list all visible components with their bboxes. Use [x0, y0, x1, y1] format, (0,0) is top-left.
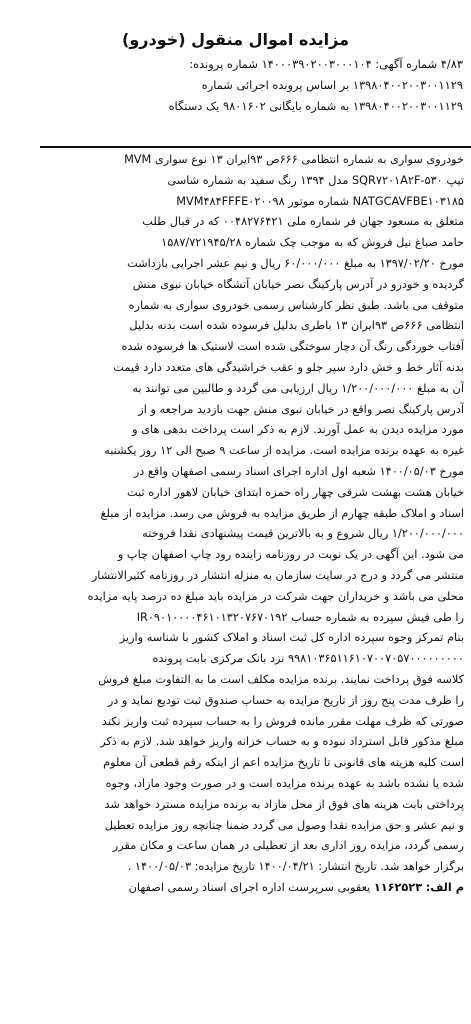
body-line: بدنه آثار خط و خش دارد سپر جلو و عقب خراشیدگی های متعدد دارد قیمت — [113, 360, 464, 374]
body-line: مبلغ مذکور قابل استرداد نبوده و به حساب خزانه واریز خواهد شد. لازم به ذکر — [100, 735, 464, 749]
reference-code-value: ۱۱۶۲۵۲۳ — [373, 880, 423, 894]
signature-line: یعقوبی سرپرست اداره اجرای اسناد رسمی اصفهان — [128, 880, 371, 894]
notice-title: مزایده اموال منقول (خودرو) — [122, 30, 349, 49]
notice-body — [44, 150, 464, 1022]
notice-meta-line: ۴/۸۳ شماره آگهی: ۱۴۰۰۰۳۹۰۲۰۰۳۰۰۰۱۰۴ شماره پرونده: — [189, 57, 463, 71]
notice-footer — [44, 878, 464, 899]
body-line: مورخ ۱۴۰۰/۰۵/۰۳ شعبه اول اداره اجرای اسناد رسمی اصفهان واقع در — [133, 464, 464, 478]
body-line: کلاسه فوق پرداخت نمایند. برنده مزایده مکلف است ما به التفاوت مبلغ فروش — [98, 672, 464, 686]
body-line: صورتی که ظرف مهلت مقرر مانده فروش را به حساب سپرده ثبت واریز نکند — [101, 714, 464, 728]
body-line: آفتاب خوردگی رنگ آن دچار سوختگی شده است لاستیک ها فرسوده شده — [121, 340, 464, 354]
body-line: ۱/۲۰۰/۰۰۰/۰۰۰ ریال شروع و به بالاترین قیمت پیشنهادی نقدا فروخته — [142, 527, 464, 541]
body-line: را طی فیش سپرده به شماره حساب IR۰۹۰۱۰۰۰۰۴۶۱۰۱۳۲۰۷۶۷۰۱۹۲ — [136, 610, 464, 624]
body-line: غیره به عهده برنده مزایده است. مزایده از ساعت ۹ صبح الی ۱۲ روز یکشنبه — [104, 444, 464, 458]
body-line: بنام تمرکز وجوه سپرده اداره کل ثبت اسناد و املاک کشور با شناسه واریز — [119, 631, 464, 645]
body-line: منتشر می گردد و درج در سایت سازمان به منزله انتشار در روزنامه کثیرالانتشار — [91, 568, 464, 582]
body-line: مورد مزایده دیدن به عمل آورند. لازم به ذکر است پرداخت بدهی های و — [132, 423, 464, 437]
header-divider — [40, 146, 471, 148]
body-line: متوقف می باشد. طبق نظر کارشناس رسمی خودروی سواری به شماره — [128, 298, 464, 312]
reference-code-label: م الف: — [425, 880, 464, 894]
body-line: تیپ ۵۳۰-SQR۷۲۰۱A۲F مدل ۱۳۹۴ رنگ سفید به شماره شاسی — [167, 173, 464, 187]
body-line: محلی می باشد و خریداران جهت شرکت در مزایده باید مبلغ ده درصد پایه مزایده — [87, 589, 464, 603]
body-line: شده یا نشده باشد به عهده برنده مزایده است و در صورت وجود مازاد، وجوه — [105, 776, 464, 790]
body-line: آن به مبلغ ۱/۲۰۰/۰۰۰/۰۰۰ ریال ارزیابی می گردد و طالبین می توانند به — [132, 381, 464, 395]
body-line: برگزار خواهد شد. تاریخ انتشار: ۱۴۰۰/۰۴/۲۱ تاریخ مزایده: ۱۴۰۰/۰۵/۰۳ . — [127, 860, 464, 874]
body-line: انتظامی ۶۶۶ص ۹۳ایران ۱۳ باطری بدلیل فرسوده شده است بدنه بدلیل — [129, 319, 464, 333]
body-line: متعلق به مسعود جهان فر شماره ملی ۰۰۴۸۲۷۶۴۲۱ که در قبال طلب — [142, 215, 464, 229]
body-line: است کلیه هزینه های قانونی تا تاریخ مزایده اعم از اینکه رقم قطعی آن معلوم — [103, 756, 464, 770]
body-line: خودروی سواری به شماره انتظامی ۶۶۶ص ۹۳ایران ۱۳ نوع سواری MVM — [124, 153, 464, 166]
body-line: را ظرف مدت پنج روز از تاریخ مزایده به حساب صندوق ثبت تودیع نماید و در — [107, 693, 464, 707]
body-line: پرداختی بابت هزینه های فوق از محل مازاد به برنده مزایده مسترد خواهد شد — [104, 797, 464, 811]
notice-meta-line: ۱۳۹۸۰۴۰۰۲۰۰۳۰۰۱۱۲۹ به شماره بایگانی ۹۸۰۱۶۰۲ یک دستگاه — [168, 99, 463, 113]
body-line: می شود. این آگهی در یک نوبت در روزنامه زاینده رود چاپ اصفهان چاپ و — [117, 548, 464, 562]
body-line: مورخ ۱۳۹۷/۰۲/۲۰ به مبلغ ۶۰/۰۰۰/۰۰۰ ریال و نیم عشر اجرایی بازداشت — [127, 256, 464, 270]
body-line: رسمی گردد، مزایده روز اداری بعد از تعطیلی در همان ساعت و مکان مقرر — [112, 839, 464, 853]
body-line: اسناد و املاک طبقه چهارم از طریق مزایده به فروش می رسد. مزایده از مبلغ — [100, 506, 464, 520]
notice-meta-line: ۱۳۹۸۰۴۰۰۲۰۰۳۰۰۱۱۲۹ بر اساس پرونده اجرائی شماره — [201, 78, 463, 92]
body-line: NATGCAVFBE۱۰۳۱۸۵ شماره موتور MVM۴۸۴FFFE۰۲۰۰۹۸ — [176, 194, 464, 208]
body-line: خیابان هشت بهشت شرقی چهار راه حمزه ابتدای خیابان لاهور اداره ثبت — [127, 485, 464, 499]
body-line: آدرس پارکینگ نصر واقع در خیابان نبوی منش جهت بازدید مراجعه و از — [138, 402, 464, 416]
notice-header — [0, 0, 471, 144]
body-line: حامد صباغ نیل فروش که به موجب چک شماره ۱۵۸۷/۷۲۱۹۴۵/۲۸ — [161, 236, 464, 250]
body-line: ۹۹۸۱۰۳۶۵۱۱۶۱۰۷۰۰۷۰۵۷۰۰۰۰۰۰۰۰۰ نزد بانک مرکزی بابت پرونده — [152, 652, 464, 666]
body-line: گردیده و خودرو در آدرس پارکینگ نصر خیابان آتشگاه خیابان نبوی منش — [132, 277, 464, 291]
body-line: و نیم عشر و حق مزایده نقدا وصول می گردد ضمنا چنانچه روز مزایده تعطیل — [104, 818, 464, 832]
